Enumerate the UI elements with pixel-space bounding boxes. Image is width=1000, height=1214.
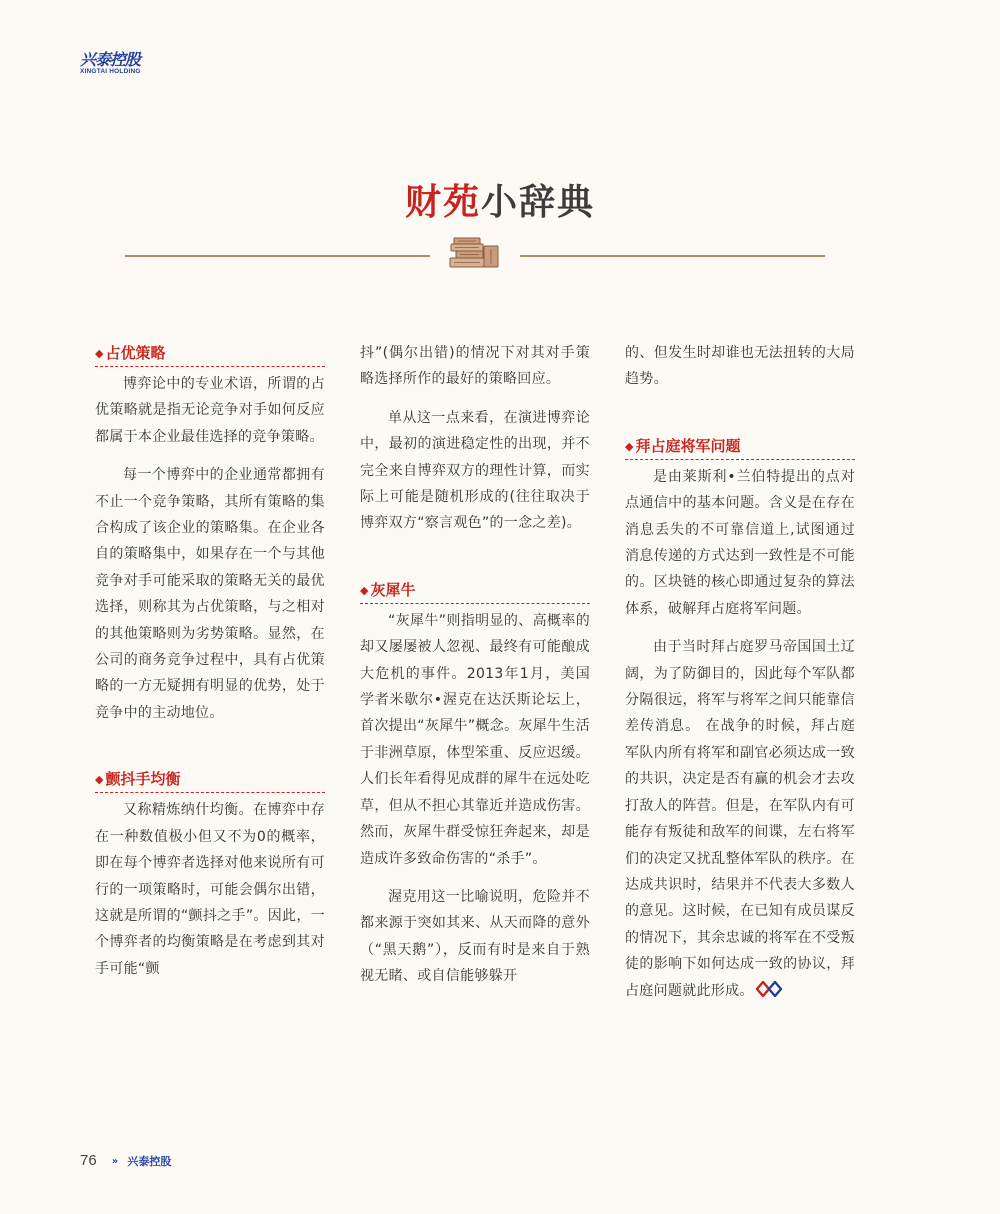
- paragraph: 渥克用这一比喻说明，危险并不都来源于突如其来、从天而降的意外（“黑天鹅”），反而有时是来自于熟视无睹、或自信能够躲开: [360, 888, 590, 985]
- column-2: [360, 340, 590, 1002]
- section-heading: [95, 766, 325, 793]
- page-footer: [80, 1150, 171, 1172]
- section-heading: [625, 433, 855, 460]
- paragraph-final: [625, 634, 855, 1004]
- paragraph: 博弈论中的专业术语，所谓的占优策略就是指无论竞争对手如何反应都属于本企业最佳选择的竞争策略。: [95, 376, 325, 445]
- paragraph: 抖”(偶尔出错)的情况下对其对手策略选择所作的最好的策略回应。: [360, 345, 590, 388]
- paragraph: 又称精炼纳什均衡。在博弈中存在一种数值极小但又不为0的概率，即在每个博弈者选择对他来说所有可行的一项策略时，可能会偶尔出错，这就是所谓的“颤抖之手”。因此，一个博弈者的均衡策略是在考虑到其对手可能“颤: [95, 802, 325, 977]
- heading-text: 颤抖手均衡: [105, 770, 181, 789]
- column-1: [95, 340, 325, 994]
- diamond-bullet-icon: ◆: [95, 347, 104, 360]
- heading-text: 拜占庭将军问题: [635, 436, 741, 455]
- diamond-bullet-icon: ◆: [95, 773, 104, 787]
- title-red-part: 财苑: [404, 181, 481, 223]
- paragraph: “灰犀牛”则指明显的、高概率的却又屡屡被人忽视、最终有可能酿成大危机的事件。2013年1月，美国学者米歇尔•渥克在达沃斯论坛上，首次提出“灰犀牛”概念。灰犀牛生活于非洲草原，体型笨重、反应迟缓。人们长年看得见成群的犀牛在远处吃草，但从不担心其靠近并造成伤害。然而，灰犀牛群受惊狂奔起来，却是造成许多致命伤害的“杀手”。: [360, 612, 590, 867]
- section-heading: [360, 577, 590, 604]
- page-title: [0, 180, 1000, 224]
- logo-english: XINGTAI HOLDING: [80, 68, 141, 75]
- paragraph-text: 由于当时拜占庭罗马帝国国土辽阔，为了防御目的，因此每个军队都分隔很远，将军与将军之间只能靠信差传消息。 在战争的时候，拜占庭军队内所有将军和副官必须达成一致的共识，决定是否有赢的机会才去攻打敌人的阵营。但是，在军队内有可能存有叛徒和敌军的间谍，左右将军们的决定又扰乱整体军队的秩序。在达成共识时，结果并不代表大多数人的意见。这时候，在已知有成员谋反的情况下，其余忠诚的将军在不受叛徒的影响下如何达成一致的协议，拜占庭问题就此形成。: [625, 639, 855, 999]
- paragraph: 的、但发生时却谁也无法扭转的大局趋势。: [625, 345, 855, 388]
- double-chevron-icon: »: [111, 1156, 119, 1167]
- diamond-bullet-icon: ◆: [625, 439, 634, 453]
- title-rule-left: [125, 255, 430, 257]
- brand-logo: [80, 52, 160, 76]
- paragraph: 是由莱斯利•兰伯特提出的点对点通信中的基本问题。含义是在存在消息丢失的不可靠信道上,试图通过消息传递的方式达到一致性是不可能的。区块链的核心即通过复杂的算法体系，破解拜占庭将军问题。: [625, 468, 855, 617]
- diamond-bullet-icon: ◆: [360, 583, 369, 597]
- page-number: 76: [80, 1152, 97, 1169]
- section-heading: [95, 340, 325, 367]
- heading-text: 灰犀牛: [370, 580, 416, 599]
- heading-text: 占优策略: [105, 344, 166, 362]
- column-3: [625, 340, 855, 1016]
- footer-brand: 兴泰控股: [127, 1155, 172, 1168]
- paragraph: 每一个博弈中的企业通常都拥有不止一个竞争策略，其所有策略的集合构成了该企业的策略集。在企业各自的策略集中，如果存在一个与其他竞争对手可能采取的策略无关的最优选择，则称其为占优策略，与之相对的其他策略则为劣势策略。显然，在公司的商务竞争过程中，具有占优策略的一方无疑拥有明显的优势，处于竞争中的主动地位。: [95, 467, 325, 721]
- books-icon: [448, 236, 502, 270]
- logo-mark-icon: [756, 981, 782, 997]
- title-rule-right: [520, 255, 825, 257]
- logo-chinese: 兴泰控股: [80, 50, 141, 69]
- paragraph: 单从这一点来看，在演进博弈论中，最初的演进稳定性的出现，并不完全来自博弈双方的理性计算，而实际上可能是随机形成的(往往取决于博弈双方“察言观色”的一念之差)。: [360, 409, 590, 532]
- title-dark-part: 小辞典: [481, 181, 596, 223]
